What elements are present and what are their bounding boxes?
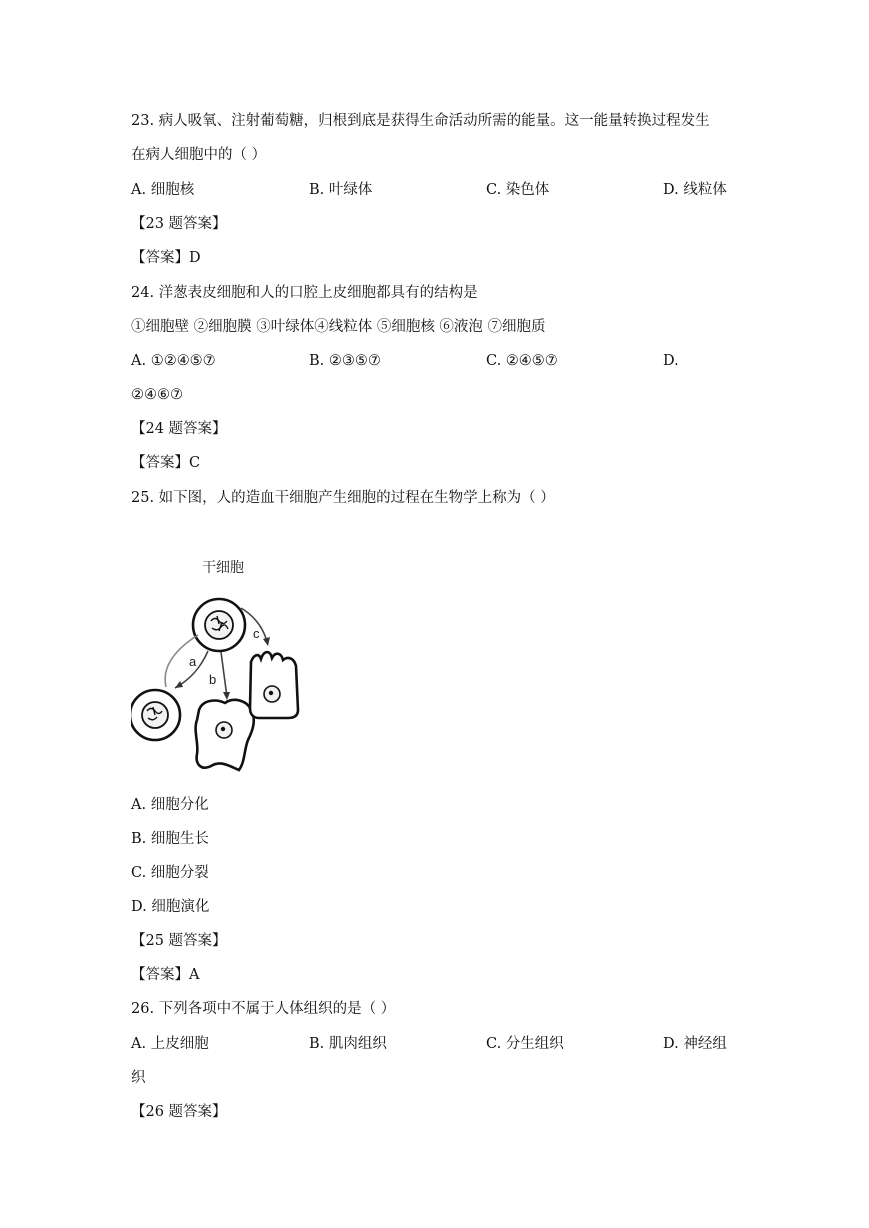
q24-option-b: B. ②③⑤⑦ <box>309 353 381 369</box>
q23-answer-header: 【23 题答案】 <box>131 216 227 232</box>
differentiated-cell-ciliated <box>250 652 298 718</box>
q24-option-a: A. ①②④⑤⑦ <box>131 353 216 369</box>
q24-option-c: C. ②④⑤⑦ <box>486 353 558 369</box>
q24-option-d-wrap: ②④⑥⑦ <box>131 387 183 403</box>
q24-items: ①细胞壁 ②细胞膜 ③叶绿体④线粒体 ⑤细胞核 ⑥液泡 ⑦细胞质 <box>131 319 546 335</box>
arrow-b <box>221 652 230 700</box>
q23-stem-line2: 在病人细胞中的（ ） <box>131 147 267 163</box>
stem-cell-diagram <box>131 552 306 777</box>
q25-option-d: D. 细胞演化 <box>131 899 210 915</box>
q24-answer: 【答案】C <box>131 455 201 471</box>
q25-stem: 25. 如下图，人的造血干细胞产生细胞的过程在生物学上称为（ ） <box>131 490 555 506</box>
q25-option-b: B. 细胞生长 <box>131 831 209 847</box>
q24-answer-header: 【24 题答案】 <box>131 421 227 437</box>
q25-answer: 【答案】A <box>131 967 200 983</box>
q26-stem: 26. 下列各项中不属于人体组织的是（ ） <box>131 1001 396 1017</box>
q23-answer: 【答案】D <box>131 250 201 266</box>
figure-title: 干细胞 <box>202 559 244 575</box>
q23-stem-line1: 23. 病人吸氧、注射葡萄糖，归根到底是获得生命活动所需的能量。这一能量转换过程发生 <box>131 113 710 129</box>
q26-option-a: A. 上皮细胞 <box>131 1036 209 1052</box>
q25-option-a: A. 细胞分化 <box>131 797 209 813</box>
daughter-stem-cell <box>131 690 180 740</box>
label-c: c <box>253 626 260 641</box>
q25-answer-header: 【25 题答案】 <box>131 933 227 949</box>
q23-option-d: D. 线粒体 <box>663 182 727 198</box>
label-a: a <box>189 654 197 669</box>
q24-option-d: D. <box>663 353 679 369</box>
q23-option-c: C. 染色体 <box>486 182 550 198</box>
q26-option-d: D. 神经组 <box>663 1036 727 1052</box>
q25-option-c: C. 细胞分裂 <box>131 865 209 881</box>
q26-answer-header: 【26 题答案】 <box>131 1104 227 1120</box>
label-b: b <box>209 672 217 687</box>
q26-option-b: B. 肌肉组织 <box>309 1036 387 1052</box>
q26-option-d-wrap: 织 <box>131 1070 146 1086</box>
differentiated-cell-irregular <box>196 700 254 770</box>
q26-option-c: C. 分生组织 <box>486 1036 564 1052</box>
q23-option-a: A. 细胞核 <box>131 182 195 198</box>
q23-option-b: B. 叶绿体 <box>309 182 373 198</box>
stem-cell <box>193 599 245 651</box>
q24-stem: 24. 洋葱表皮细胞和人的口腔上皮细胞都具有的结构是 <box>131 285 478 301</box>
